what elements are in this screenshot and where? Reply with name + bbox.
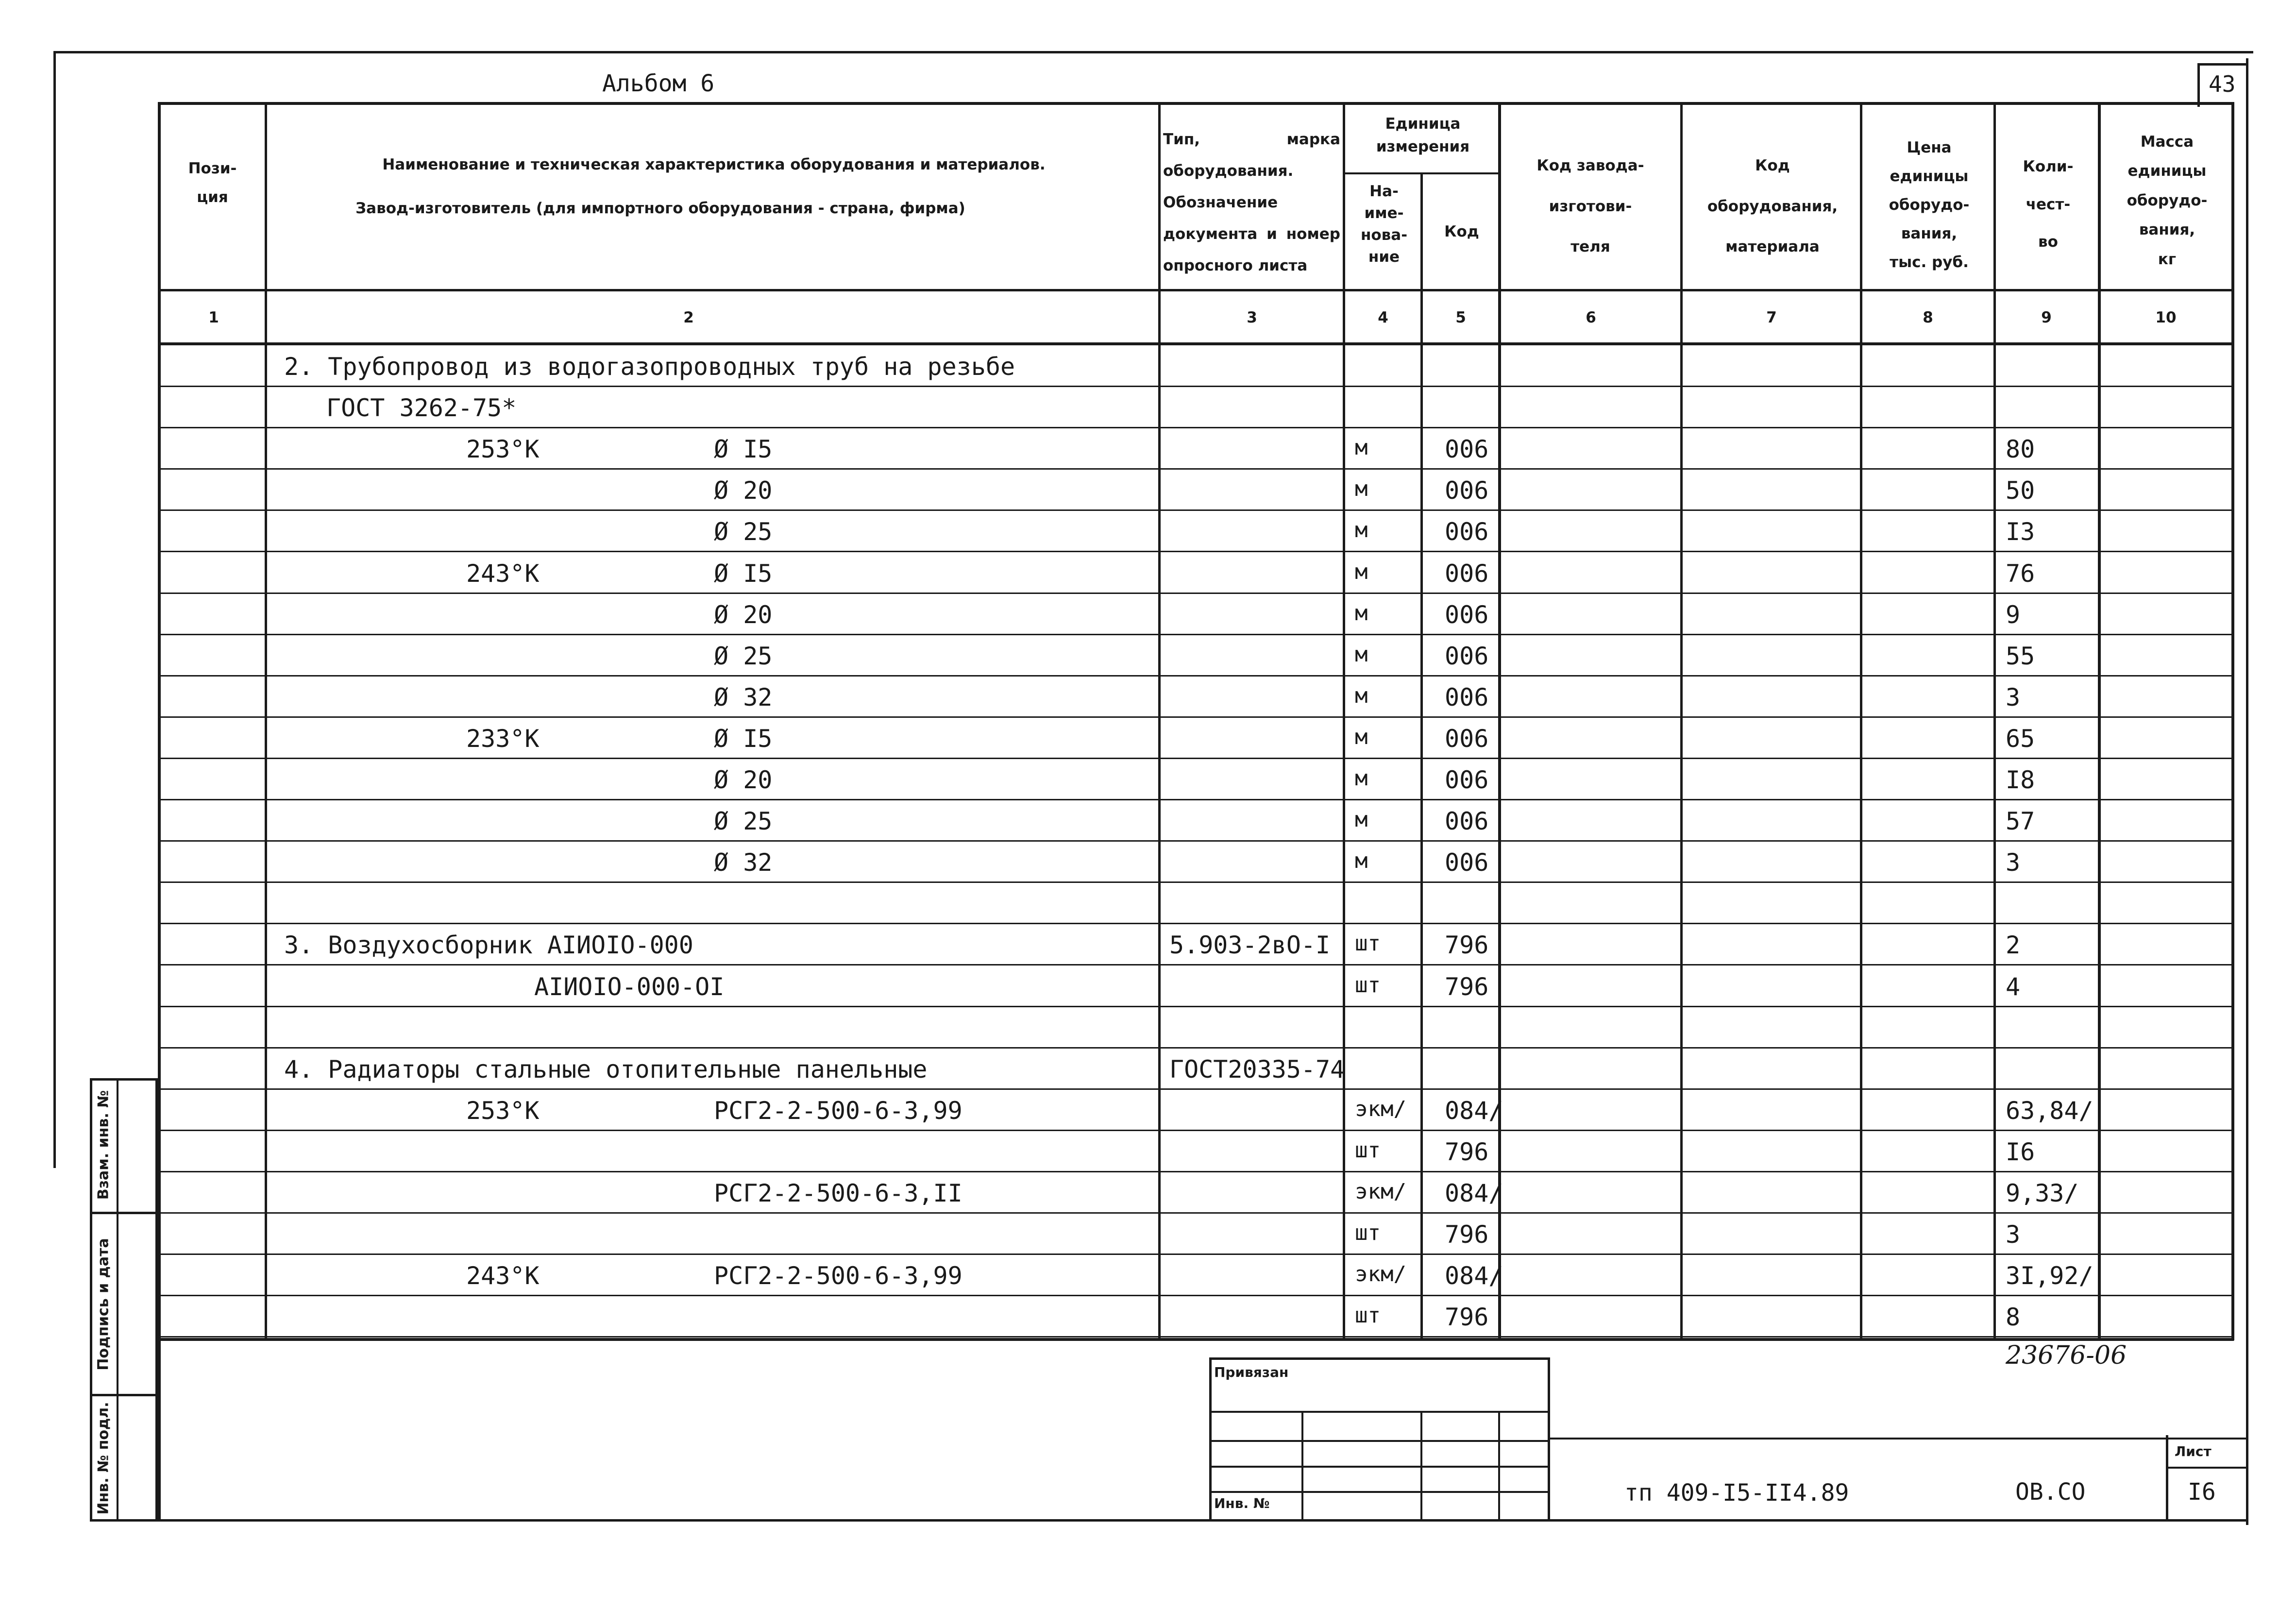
- row-unit-name: шт: [1355, 1220, 1381, 1245]
- sheet-cell-sep: [2166, 1467, 2248, 1469]
- stamp-v2: [1420, 1411, 1422, 1520]
- row-divider: [158, 716, 2234, 718]
- row-quantity: 9,33/: [2006, 1179, 2079, 1207]
- table-bottom: [158, 1338, 2234, 1341]
- row-divider: [158, 1253, 2234, 1255]
- row-unit-code: 084/: [1445, 1179, 1503, 1207]
- album-title: Альбом 6: [602, 70, 715, 97]
- row-quantity: 55: [2006, 642, 2035, 670]
- row-quantity: 9: [2006, 601, 2021, 629]
- stamp-left: [1209, 1357, 1212, 1520]
- row-divider: [158, 1088, 2234, 1090]
- row-name: 3. Воздухосборник АIИОIО-000: [284, 931, 693, 959]
- row-quantity: 3: [2006, 848, 2021, 877]
- header-sep: [158, 289, 2234, 291]
- column-number-4: 4: [1378, 309, 1388, 326]
- row-diameter: Ø 20: [714, 601, 773, 629]
- row-temperature: 243°К: [466, 559, 540, 588]
- row-divider: [158, 1171, 2234, 1172]
- row-temperature: 253°К: [466, 435, 540, 463]
- row-divider: [158, 634, 2234, 635]
- col-head-name-line2: Завод-изготовитель (для импортного оборудования - страна, фирма): [355, 200, 965, 217]
- col-div-9: [2098, 102, 2101, 1340]
- column-number-9: 9: [2041, 309, 2052, 326]
- frame-inner-left: [158, 102, 161, 1521]
- row-divider: [158, 675, 2234, 677]
- row-unit-name: м: [1355, 725, 1368, 749]
- row-divider: [158, 1212, 2234, 1214]
- col-head-unit: Единица измерения: [1376, 115, 1470, 155]
- row-divider: [158, 964, 2234, 965]
- row-unit-name: м: [1355, 559, 1368, 584]
- stamp-v3: [1498, 1411, 1500, 1520]
- row-divider: [158, 840, 2234, 842]
- row-divider: [158, 1295, 2234, 1296]
- row-unit-code: 796: [1445, 931, 1489, 959]
- row-quantity: 3: [2006, 683, 2021, 711]
- sheet-cell-left: [2166, 1435, 2168, 1520]
- col-div-7: [1860, 102, 1862, 1340]
- col-div-2: [1158, 102, 1161, 1340]
- row-unit-name: м: [1355, 807, 1368, 832]
- stamp-top: [1209, 1357, 1549, 1360]
- row-temperature: 243°К: [466, 1262, 540, 1290]
- col-div-6: [1680, 102, 1683, 1340]
- row-quantity: I8: [2006, 766, 2035, 794]
- row-divider: [158, 923, 2234, 924]
- row-unit-name: шт: [1355, 1138, 1381, 1163]
- row-unit-code: 006: [1445, 848, 1489, 877]
- col-head-plant-code: Код завода- изготови- теля: [1536, 157, 1644, 256]
- side-vzam-inv: Взам. инв. №: [95, 1090, 112, 1200]
- row-divider: [158, 386, 2234, 387]
- row-diameter: РСГ2-2-500-6-3,99: [714, 1097, 962, 1125]
- row-unit-code: 006: [1445, 476, 1489, 505]
- row-diameter: Ø 32: [714, 848, 773, 877]
- row-quantity: I3: [2006, 518, 2035, 546]
- stamp-v1: [1301, 1411, 1303, 1520]
- row-unit-name: м: [1355, 642, 1368, 667]
- column-number-5: 5: [1455, 309, 1466, 326]
- row-quantity: 50: [2006, 476, 2035, 505]
- column-number-3: 3: [1247, 309, 1257, 326]
- col-head-qty: Коли- чест- во: [2023, 158, 2074, 251]
- row-unit-name: м: [1355, 601, 1368, 626]
- sheet-label: Лист: [2175, 1443, 2212, 1459]
- col-div-4: [1420, 172, 1423, 1340]
- side-inv-no-podl: Инв. № подл.: [95, 1402, 112, 1515]
- row-unit-name: экм/: [1355, 1262, 1406, 1287]
- row-name: 2. Трубопровод из водогазопроводных труб на резьбе: [284, 353, 1015, 381]
- row-diameter: Ø I5: [714, 435, 773, 463]
- column-number-7: 7: [1766, 309, 1777, 326]
- frame-left: [53, 51, 56, 1168]
- inv-number-label: Инв. №: [1214, 1495, 1270, 1511]
- row-divider: [158, 509, 2234, 511]
- row-name: 4. Радиаторы стальные отопительные панельные: [284, 1055, 928, 1084]
- row-unit-code: 006: [1445, 766, 1489, 794]
- unit-sub-sep: [1345, 172, 1501, 174]
- column-number-2: 2: [683, 309, 694, 326]
- row-quantity: 4: [2006, 973, 2021, 1001]
- row-diameter: Ø 25: [714, 518, 773, 546]
- frame-top: [53, 51, 2253, 53]
- doc-code: тп 409-I5-II4.89: [1624, 1479, 1849, 1507]
- row-quantity: 3I,92/: [2006, 1262, 2093, 1290]
- row-unit-name: шт: [1355, 1303, 1381, 1328]
- row-name: ГОСТ 3262-75*: [326, 394, 517, 422]
- row-divider: [158, 593, 2234, 594]
- row-diameter: Ø I5: [714, 725, 773, 753]
- row-quantity: 3: [2006, 1220, 2021, 1249]
- row-quantity: 8: [2006, 1303, 2021, 1331]
- col-head-name-line1: Наименование и техническая характеристика оборудования и материалов.: [382, 156, 1046, 173]
- col-div-3: [1343, 102, 1345, 1340]
- side-stamp-right: [155, 1078, 158, 1521]
- col-div-5: [1498, 102, 1501, 1340]
- row-unit-code: 006: [1445, 601, 1489, 629]
- row-unit-code: 084/: [1445, 1097, 1503, 1125]
- table-top: [158, 102, 2234, 105]
- row-quantity: 80: [2006, 435, 2035, 463]
- bound-label: Привязан: [1214, 1364, 1289, 1380]
- frame-right: [2246, 58, 2248, 1525]
- colnum-sep: [158, 342, 2234, 345]
- row-temperature: 233°К: [466, 725, 540, 753]
- row-unit-code: 796: [1445, 1303, 1489, 1331]
- row-unit-name: м: [1355, 476, 1368, 501]
- side-signature-date: Подпись и дата: [95, 1238, 112, 1371]
- row-divider: [158, 1130, 2234, 1131]
- row-unit-name: м: [1355, 848, 1368, 873]
- page-number: 43: [2209, 71, 2236, 97]
- row-unit-name: шт: [1355, 931, 1381, 956]
- row-quantity: 63,84/: [2006, 1097, 2093, 1125]
- row-unit-code: 006: [1445, 435, 1489, 463]
- handwritten-number: 23676-06: [2006, 1341, 2127, 1370]
- row-quantity: 2: [2006, 931, 2021, 959]
- row-quantity: I6: [2006, 1138, 2035, 1166]
- row-unit-name: м: [1355, 435, 1368, 460]
- col-head-unit-code: Код: [1444, 223, 1479, 240]
- row-divider: [158, 427, 2234, 428]
- col-div-8: [1993, 102, 1996, 1340]
- row-unit-code: 796: [1445, 1220, 1489, 1249]
- row-unit-code: 006: [1445, 559, 1489, 588]
- row-divider: [158, 551, 2234, 552]
- row-temperature: 253°К: [466, 1097, 540, 1125]
- row-divider: [158, 1047, 2234, 1049]
- row-diameter: АIИОIО-000-ОI: [534, 973, 725, 1001]
- section-code: ОВ.СО: [2015, 1478, 2086, 1506]
- col-div-1: [265, 102, 267, 1340]
- row-diameter: Ø 20: [714, 476, 773, 505]
- row-diameter: Ø I5: [714, 559, 773, 588]
- page-box-left: [2197, 63, 2200, 107]
- row-unit-name: м: [1355, 518, 1368, 542]
- col-head-equip-code: Код оборудования, материала: [1707, 157, 1838, 256]
- side-stamp-sep1: [90, 1212, 158, 1214]
- row-unit-name: экм/: [1355, 1179, 1406, 1204]
- row-divider: [158, 799, 2234, 800]
- row-unit-name: м: [1355, 683, 1368, 708]
- row-unit-code: 006: [1445, 683, 1489, 711]
- row-quantity: 76: [2006, 559, 2035, 588]
- column-number-10: 10: [2155, 309, 2177, 326]
- page-box-top: [2197, 63, 2246, 66]
- row-diameter: Ø 25: [714, 807, 773, 835]
- row-unit-code: 006: [1445, 807, 1489, 835]
- col-head-position: Пози- ция: [188, 160, 237, 206]
- row-diameter: РСГ2-2-500-6-3,II: [714, 1179, 962, 1207]
- row-unit-code: 006: [1445, 725, 1489, 753]
- row-unit-name: экм/: [1355, 1097, 1406, 1121]
- col-head-mass: Масса единицы оборудо- вания, кг: [2127, 133, 2208, 268]
- title-block-top: [1549, 1438, 2248, 1440]
- row-quantity: 65: [2006, 725, 2035, 753]
- row-divider: [158, 758, 2234, 759]
- row-diameter: Ø 25: [714, 642, 773, 670]
- row-unit-code: 006: [1445, 642, 1489, 670]
- side-stamp-inner: [117, 1078, 118, 1521]
- row-unit-code: 084/: [1445, 1262, 1503, 1290]
- row-unit-code: 006: [1445, 518, 1489, 546]
- row-type-mark: ГОСТ20335-74: [1169, 1055, 1345, 1084]
- row-divider: [158, 1006, 2234, 1007]
- column-number-6: 6: [1586, 309, 1596, 326]
- row-diameter: Ø 32: [714, 683, 773, 711]
- row-divider: [158, 1336, 2234, 1338]
- frame-bottom: [90, 1519, 2248, 1522]
- row-diameter: Ø 20: [714, 766, 773, 794]
- column-number-1: 1: [208, 309, 219, 326]
- col-head-price: Цена единицы оборудо- вания, тыс. руб.: [1889, 139, 1970, 271]
- side-stamp-left: [90, 1078, 92, 1521]
- row-quantity: 57: [2006, 807, 2035, 835]
- row-unit-code: 796: [1445, 1138, 1489, 1166]
- col-head-unit-name: На- име- нова- ние: [1360, 183, 1408, 266]
- col-head-type: Тип, марка оборудования. Обозначение документа и номер опросного листа: [1163, 131, 1340, 275]
- row-type-mark: 5.903-2вО-I: [1169, 931, 1331, 959]
- row-divider: [158, 468, 2234, 470]
- row-unit-code: 796: [1445, 973, 1489, 1001]
- column-number-8: 8: [1923, 309, 1933, 326]
- row-unit-name: м: [1355, 766, 1368, 791]
- sheet-number: I6: [2188, 1478, 2216, 1506]
- row-unit-name: шт: [1355, 973, 1381, 998]
- row-divider: [158, 881, 2234, 883]
- table-right: [2231, 102, 2234, 1340]
- row-diameter: РСГ2-2-500-6-3,99: [714, 1262, 962, 1290]
